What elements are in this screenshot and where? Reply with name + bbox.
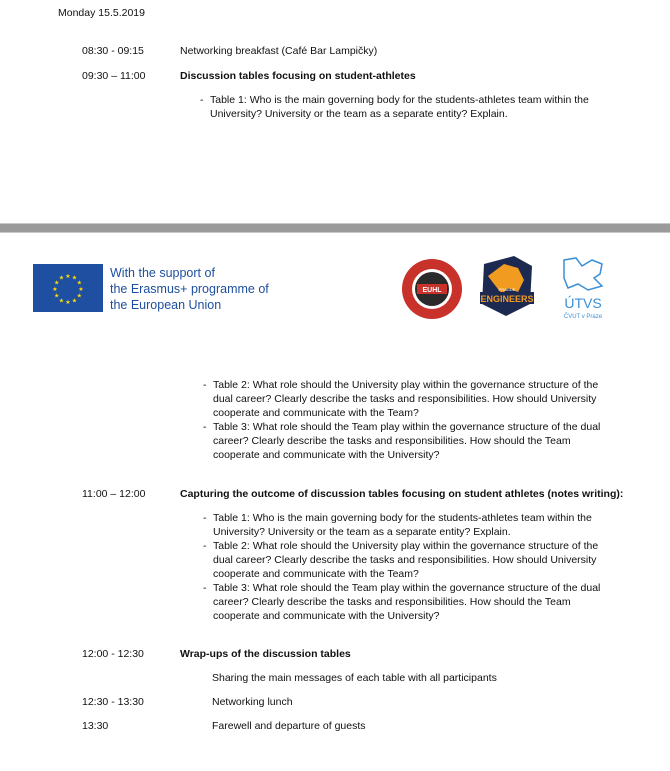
time-breakfast: 08:30 - 09:15: [82, 45, 144, 57]
prague-engineers-logo: [474, 254, 538, 318]
bullet-table-1: [200, 93, 620, 121]
bullet-dash: -: [203, 540, 207, 552]
bullet-line: dual career? Clearly describe the tasks and responsibilities. How should University: [213, 393, 597, 405]
svg-text:★: ★: [71, 297, 78, 305]
bullet-line: Table 3: What role should the Team play within the governance structure of the dual: [213, 582, 601, 594]
eu-text-line: the Erasmus+ programme of: [110, 282, 269, 296]
euha-logo-text: EUHL: [422, 287, 442, 294]
bullet-line: Table 1: Who is the main governing body for the students-athletes team within the: [210, 94, 589, 106]
bullet-table-2: [203, 378, 623, 420]
time-capture: 11:00 – 12:00: [82, 488, 146, 500]
svg-text:★: ★: [78, 286, 84, 293]
svg-text:★: ★: [65, 273, 71, 280]
bullet-line: Table 2: What role should the University play within the governance structure of the: [213, 540, 599, 552]
time-farewell: 13:30: [82, 720, 109, 732]
svg-text:★: ★: [76, 292, 82, 300]
engineers-text: ENGINEERS: [480, 294, 534, 304]
bullet-line: University? University or the team as a separate entity? Explain.: [210, 108, 508, 120]
time-wrapup: 12:00 - 12:30: [82, 648, 144, 660]
bullet-line: Table 1: Who is the main governing body for the students-athletes team within the: [213, 512, 592, 524]
svg-text:★: ★: [76, 279, 82, 287]
bullet-line: University? University or the team as a separate entity? Explain.: [213, 526, 511, 538]
bullet-dash: -: [203, 512, 207, 524]
utvs-cvut-logo: [558, 256, 608, 322]
bullet-dash: -: [200, 94, 204, 106]
time-discussion: 09:30 – 11:00: [82, 70, 146, 82]
title-breakfast: Networking breakfast (Café Bar Lampičky): [180, 45, 378, 57]
bullet-line: cooperate and communicate with the University?: [213, 610, 440, 622]
page-break-divider: [0, 223, 670, 233]
bullet-dash: -: [203, 379, 207, 391]
subtitle-wrapup: Sharing the main messages of each table with all participants: [212, 672, 497, 684]
svg-text:★: ★: [65, 299, 71, 306]
time-lunch: 12:30 - 13:30: [82, 696, 144, 708]
title-wrapup: Wrap-ups of the discussion tables: [180, 648, 351, 660]
bullet-line: Table 2: What role should the University play within the governance structure of the: [213, 379, 599, 391]
title-capture: Capturing the outcome of discussion tables focusing on student athletes (notes writing):: [180, 488, 624, 500]
euha-logo: [401, 258, 463, 320]
bullet-line: cooperate and communicate with the Team?: [213, 568, 419, 580]
svg-text:★: ★: [54, 279, 60, 287]
bullet-dash: -: [203, 421, 207, 433]
cvut-subtext: ČVUT v Praze: [563, 314, 603, 320]
utvs-text: ÚTVS: [564, 295, 602, 311]
bullet-line: career? Clearly describe the tasks and responsibilities. How should the Team: [213, 596, 571, 608]
bullet-line: career? Clearly describe the tasks and responsibilities. How should the Team: [213, 435, 571, 447]
title-lunch: Networking lunch: [212, 696, 293, 708]
title-discussion: Discussion tables focusing on student-athletes: [180, 70, 416, 82]
eu-text-line: With the support of: [110, 266, 215, 280]
bullet-table-3: [203, 420, 623, 462]
bullet-dash: -: [203, 582, 207, 594]
svg-text:★: ★: [58, 274, 65, 282]
eu-flag-icon: [33, 264, 103, 312]
bullet-line: dual career? Clearly describe the tasks and responsibilities. How should University: [213, 554, 597, 566]
erasmus-support-text: [110, 265, 269, 313]
title-farewell: Farewell and departure of guests: [212, 720, 366, 732]
eu-text-line: the European Union: [110, 298, 222, 312]
engineers-subtext: PRAGUE: [498, 287, 516, 292]
svg-text:★: ★: [58, 297, 65, 305]
bullet-line: Table 3: What role should the Team play within the governance structure of the dual: [213, 421, 601, 433]
capture-bullet-table-1: [203, 511, 623, 539]
bullet-line: cooperate and communicate with the University?: [213, 449, 440, 461]
svg-text:★: ★: [52, 286, 58, 293]
capture-bullet-table-2: [203, 539, 623, 581]
svg-text:★: ★: [71, 274, 78, 282]
capture-bullet-table-3: [203, 581, 623, 623]
date-heading: Monday 15.5.2019: [58, 7, 145, 19]
svg-text:★: ★: [54, 292, 60, 300]
bullet-line: cooperate and communicate with the Team?: [213, 407, 419, 419]
